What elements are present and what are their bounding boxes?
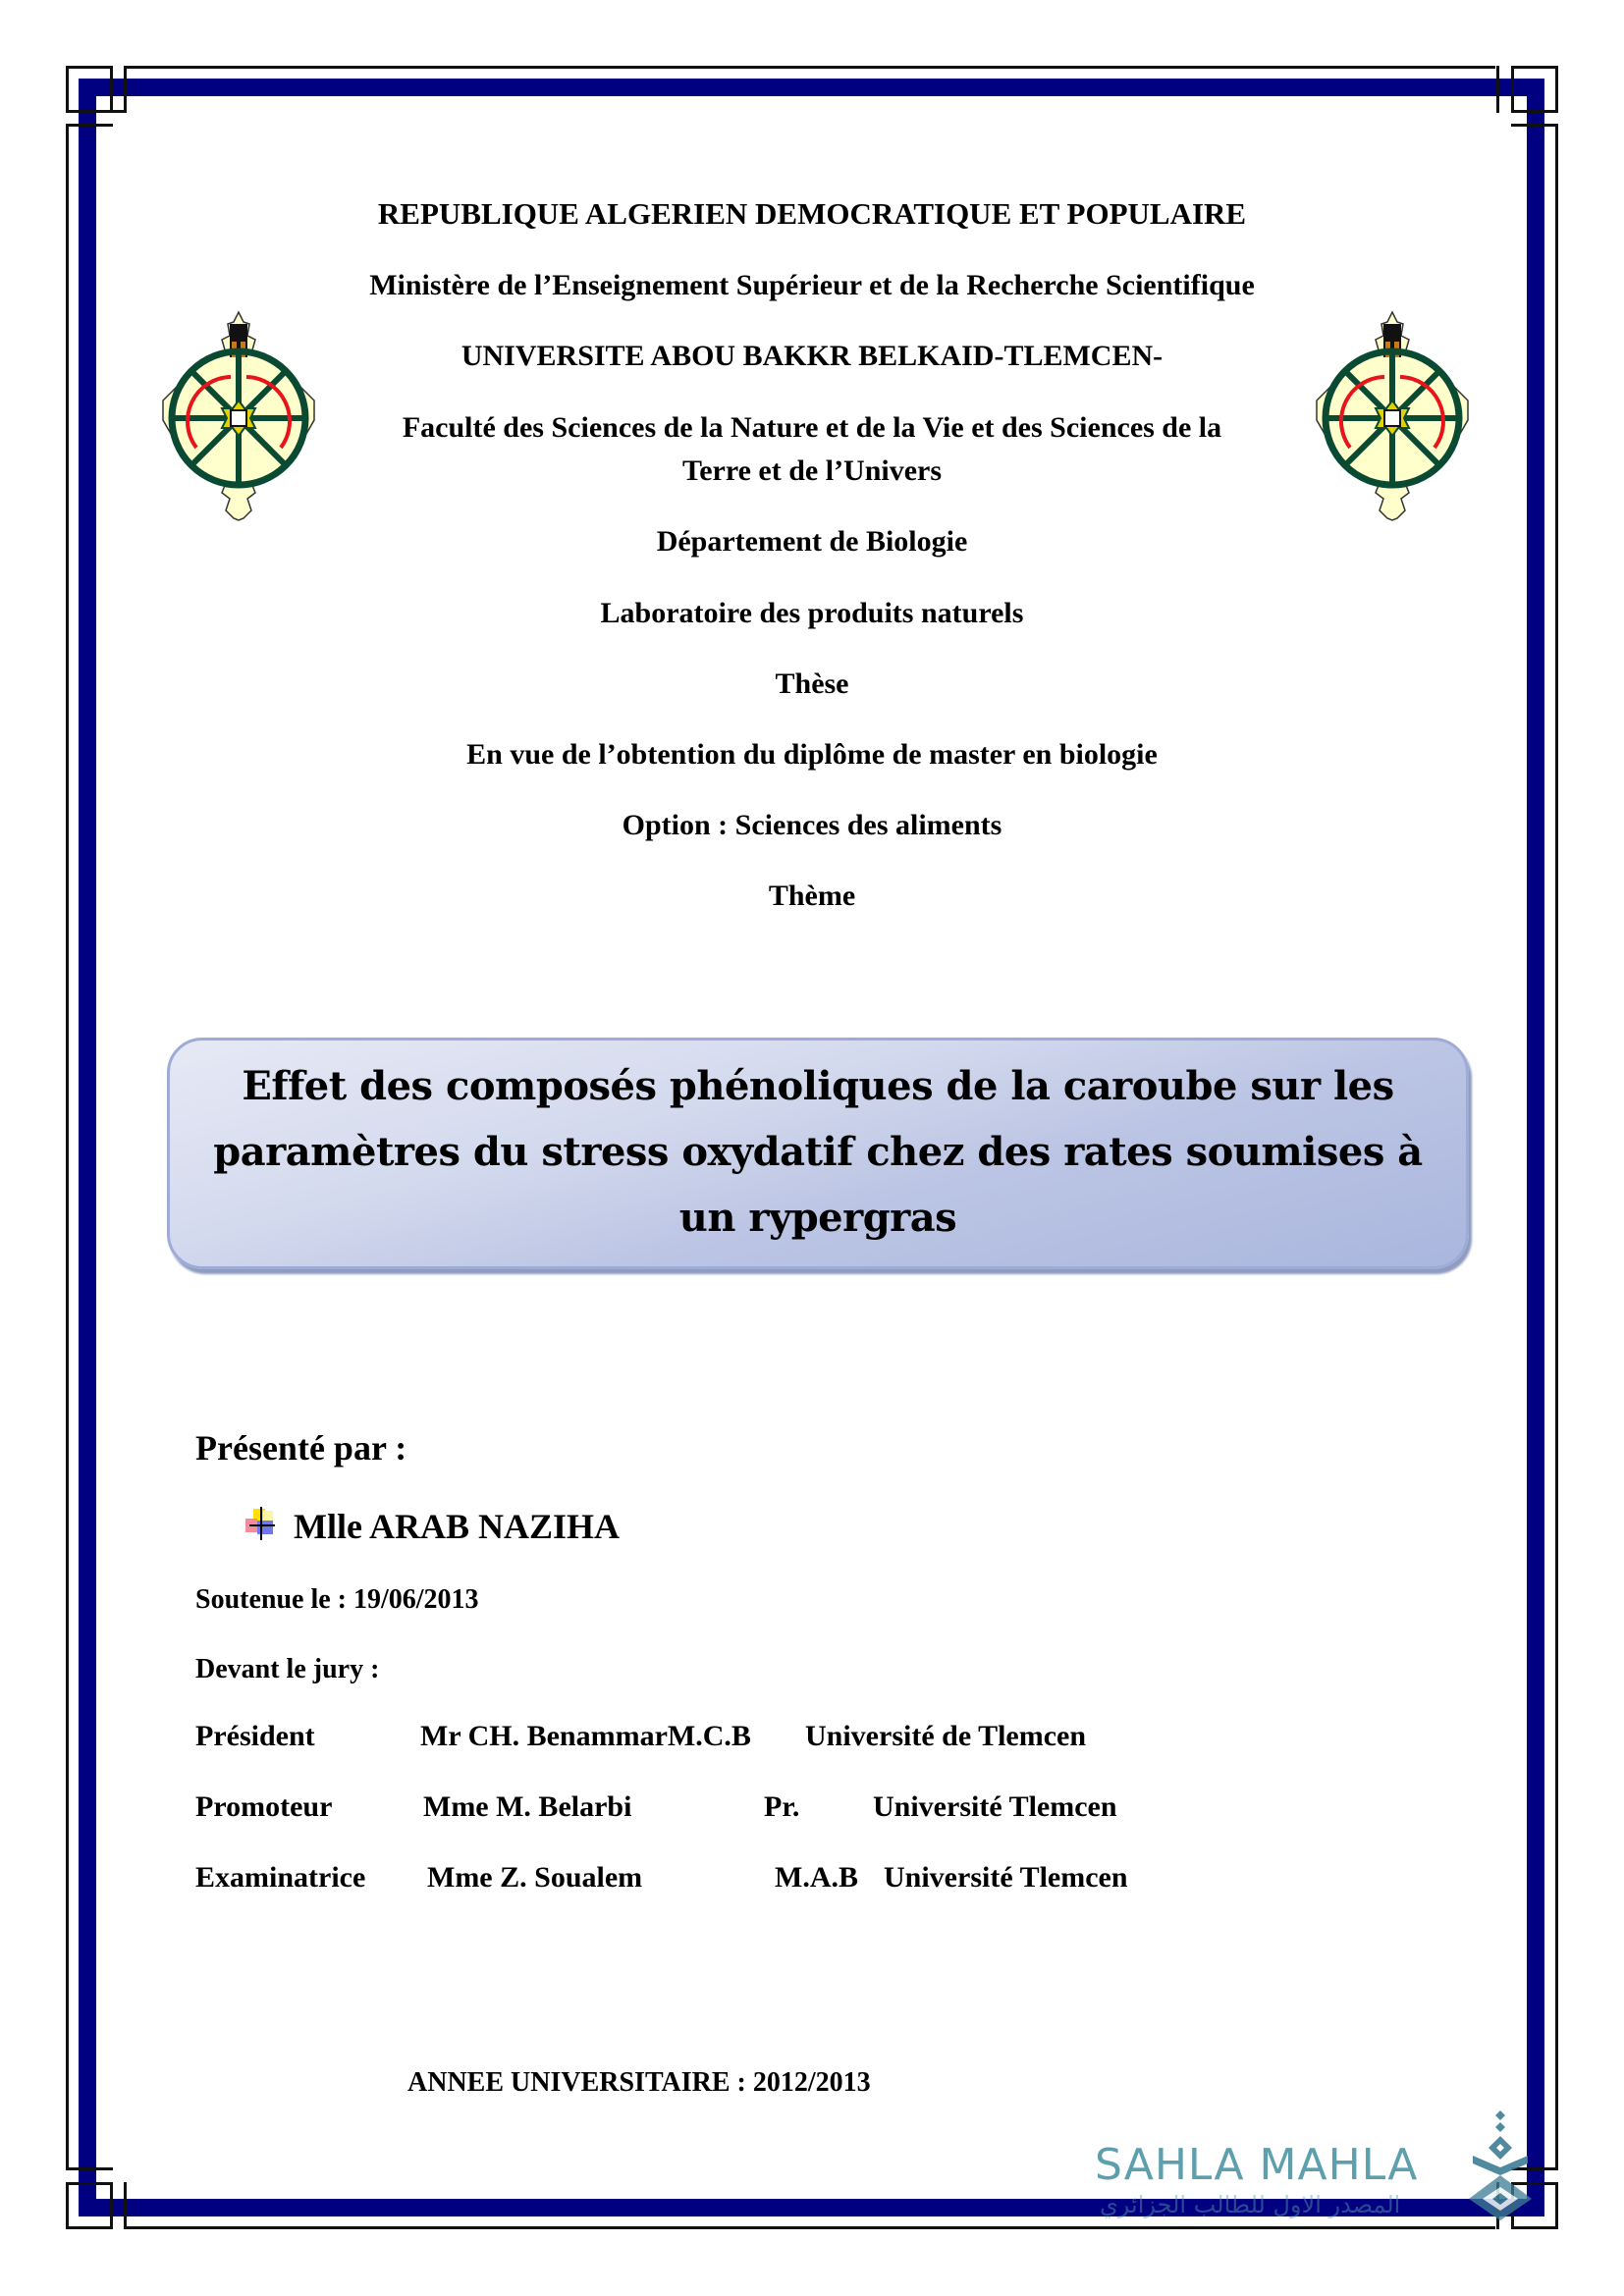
corner-ornament-top-left-4 — [113, 110, 127, 113]
jury-member-name: Mme Z. Soualem — [427, 1861, 643, 1894]
jury-role: Président — [195, 1720, 315, 1752]
republic-heading: REPUBLIQUE ALGERIEN DEMOCRATIQUE ET POPULAIRE — [377, 196, 1247, 231]
jury-grade: Pr. — [764, 1790, 800, 1823]
border-outer-bottom — [127, 2226, 1495, 2229]
corner-ornament-top-right — [1511, 66, 1558, 113]
theme-label: Thème — [768, 880, 856, 912]
corner-ornament-top-right-3 — [1496, 66, 1499, 113]
bullet-cross-icon — [244, 1507, 277, 1540]
watermark-calligraphy-icon — [1461, 2110, 1540, 2220]
jury-member-name: Mme M. Belarbi — [423, 1790, 632, 1823]
corner-ornament-top-left — [66, 66, 113, 113]
corner-ornament-bottom-left-2 — [66, 2167, 113, 2170]
jury-institution: Université Tlemcen — [884, 1861, 1128, 1894]
jury-role: Promoteur — [195, 1790, 333, 1823]
department-heading: Département de Biologie — [656, 525, 968, 558]
border-left-band — [79, 79, 96, 2216]
watermark-subtitle: المصدر الاول للطالب الجزائري — [1100, 2191, 1401, 2218]
faculty-heading-line1: Faculté des Sciences de la Nature et de la Vie et des Sciences de la — [402, 411, 1222, 444]
border-top-band — [79, 79, 1544, 96]
ministry-heading: Ministère de l’Enseignement Supérieur et de la Recherche Scientifique — [369, 269, 1255, 301]
thesis-title-line-2: paramètres du stress oxydatif chez des rates soumises à — [213, 1129, 1423, 1175]
jury-institution: Université de Tlemcen — [805, 1720, 1087, 1752]
jury-institution: Université Tlemcen — [873, 1790, 1117, 1823]
document-type: Thèse — [775, 667, 849, 700]
laboratory-heading: Laboratoire des produits naturels — [600, 597, 1024, 629]
corner-ornament-bottom-left — [66, 2182, 113, 2229]
thesis-title-line-1: Effet des composés phénoliques de la caroube sur les — [242, 1063, 1394, 1109]
university-heading: UNIVERSITE ABOU BAKKR BELKAID-TLEMCEN- — [460, 340, 1164, 372]
jury-grade: M.A.B — [775, 1861, 858, 1894]
academic-year: ANNEE UNIVERSITAIRE : 2012/2013 — [407, 2067, 871, 2098]
author-name: Mlle ARAB NAZIHA — [294, 1507, 620, 1546]
watermark-brand: SAHLA MAHLA — [1095, 2140, 1419, 2190]
thesis-title-line-3: un rypergras — [678, 1195, 957, 1241]
option-line: Option : Sciences des aliments — [622, 809, 1002, 841]
faculty-heading-line2: Terre et de l’Univers — [681, 454, 943, 487]
corner-ornament-top-left-3 — [124, 66, 127, 113]
border-right-band — [1527, 79, 1544, 2216]
presented-by-label: Présenté par : — [195, 1428, 407, 1468]
corner-ornament-bottom-left-3 — [124, 2182, 127, 2229]
border-outer-top — [127, 66, 1495, 69]
jury-label: Devant le jury : — [195, 1654, 380, 1684]
degree-line: En vue de l’obtention du diplôme de master en biologie — [466, 738, 1158, 771]
jury-role: Examinatrice — [195, 1861, 366, 1894]
defense-date: Soutenue le : 19/06/2013 — [195, 1584, 479, 1615]
corner-ornament-top-right-2 — [1511, 124, 1558, 127]
corner-ornament-top-left-2 — [66, 124, 113, 127]
jury-member-name: Mr CH. BenammarM.C.B — [420, 1720, 751, 1752]
